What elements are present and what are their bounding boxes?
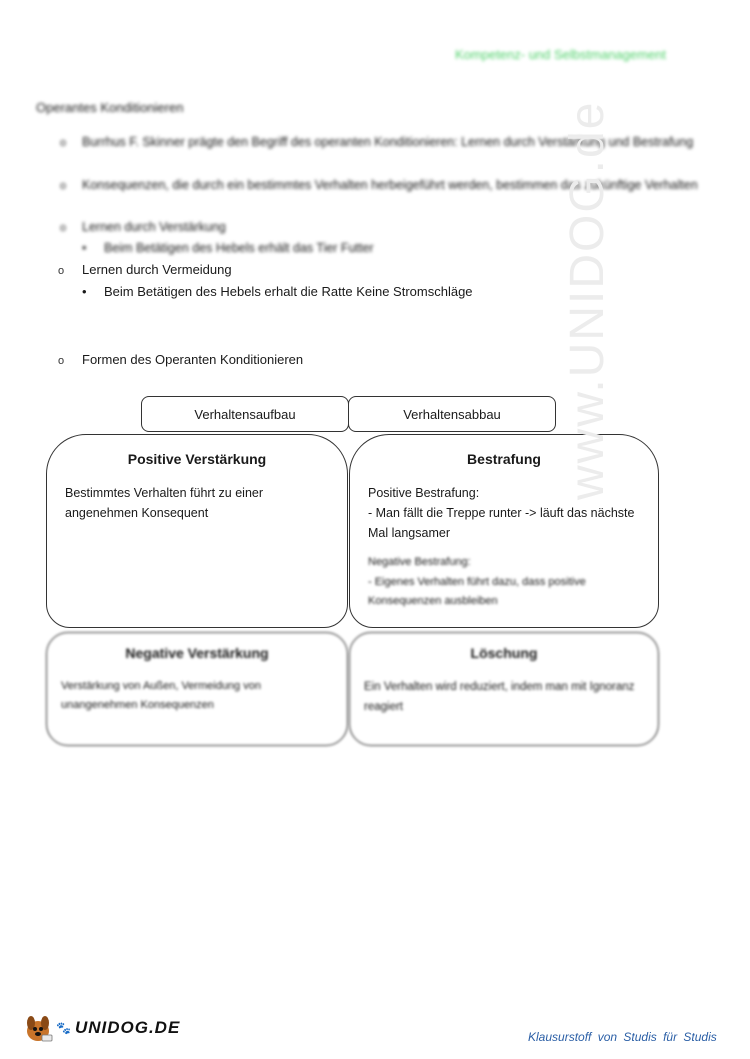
page-header-title: Kompetenz- und Selbstmanagement [455, 47, 667, 62]
logo-text: UNIDOG.DE [74, 1018, 181, 1037]
bullet-marker: o [58, 265, 65, 277]
box-title: Negative Verstärkung [125, 645, 269, 661]
tab-verhaltensaufbau: Verhaltensaufbau [141, 396, 349, 432]
box-text-line: Positive Bestrafung: [368, 486, 480, 500]
box-positive-verstaerkung [46, 434, 348, 628]
sub-bullet-marker: • [82, 241, 87, 255]
footer-tagline: Klausurstoff von Studis für Studis [528, 1030, 717, 1044]
box-text: Bestimmtes Verhalten führt zu einer angenehmen Konsequent [65, 486, 264, 520]
box-text-line: - Man fällt die Treppe runter -> läuft das nächste Mal langsamer [368, 506, 635, 540]
bullet-text: Lernen durch Vermeidung [82, 262, 232, 277]
dog-mascot-icon [22, 1013, 54, 1043]
bullet-text: Lernen durch Verstärkung [82, 220, 226, 234]
forms-title: Formen des Operanten Konditionieren [82, 352, 304, 367]
sub-bullet-marker: • [82, 284, 87, 299]
bullet-text: Konsequenzen, die durch ein bestimmtes Verhalten herbeigeführt werden, bestimmen das zukünftige Verhalten [82, 178, 698, 192]
box-text: Ein Verhalten wird reduziert, indem man mit Ignoranz reagiert [364, 681, 635, 713]
box-title: Löschung [470, 645, 538, 661]
bullet-marker: o [60, 180, 67, 192]
bullet-marker: o [60, 137, 67, 149]
box-text: Verstärkung von Außen, Vermeidung von unangenehmen Konsequenzen [61, 680, 261, 711]
box-title: Positive Verstärkung [127, 451, 267, 467]
watermark-text: www.UNIDOG.de [561, 100, 614, 500]
box-title: Bestrafung [467, 451, 541, 467]
footer-logo [22, 1013, 180, 1043]
paw-icon: 🐾 [56, 1021, 71, 1035]
box-text-line: - Eigenes Verhalten führt dazu, dass positive Konsequenzen ausbleiben [368, 576, 586, 607]
bullet-text: Burrhus F. Skinner prägte den Begriff des operanten Konditionieren: Lernen durch Verstärkung und Bestrafung [82, 135, 694, 149]
bullet-marker: o [60, 222, 67, 234]
box-text-line: Negative Bestrafung: [368, 556, 471, 568]
sub-bullet-text: Beim Betätigen des Hebels erhalt die Ratte Keine Stromschläge [104, 284, 473, 299]
tab-verhaltensabbau: Verhaltensabbau [348, 396, 556, 432]
box-loeschung [349, 632, 659, 746]
box-negative-verstaerkung [46, 632, 348, 746]
sub-bullet-text: Beim Betätigen des Hebels erhält das Tier Futter [104, 241, 374, 255]
bullet-marker: o [58, 355, 65, 367]
section-title: Operantes Konditionieren [36, 100, 184, 115]
